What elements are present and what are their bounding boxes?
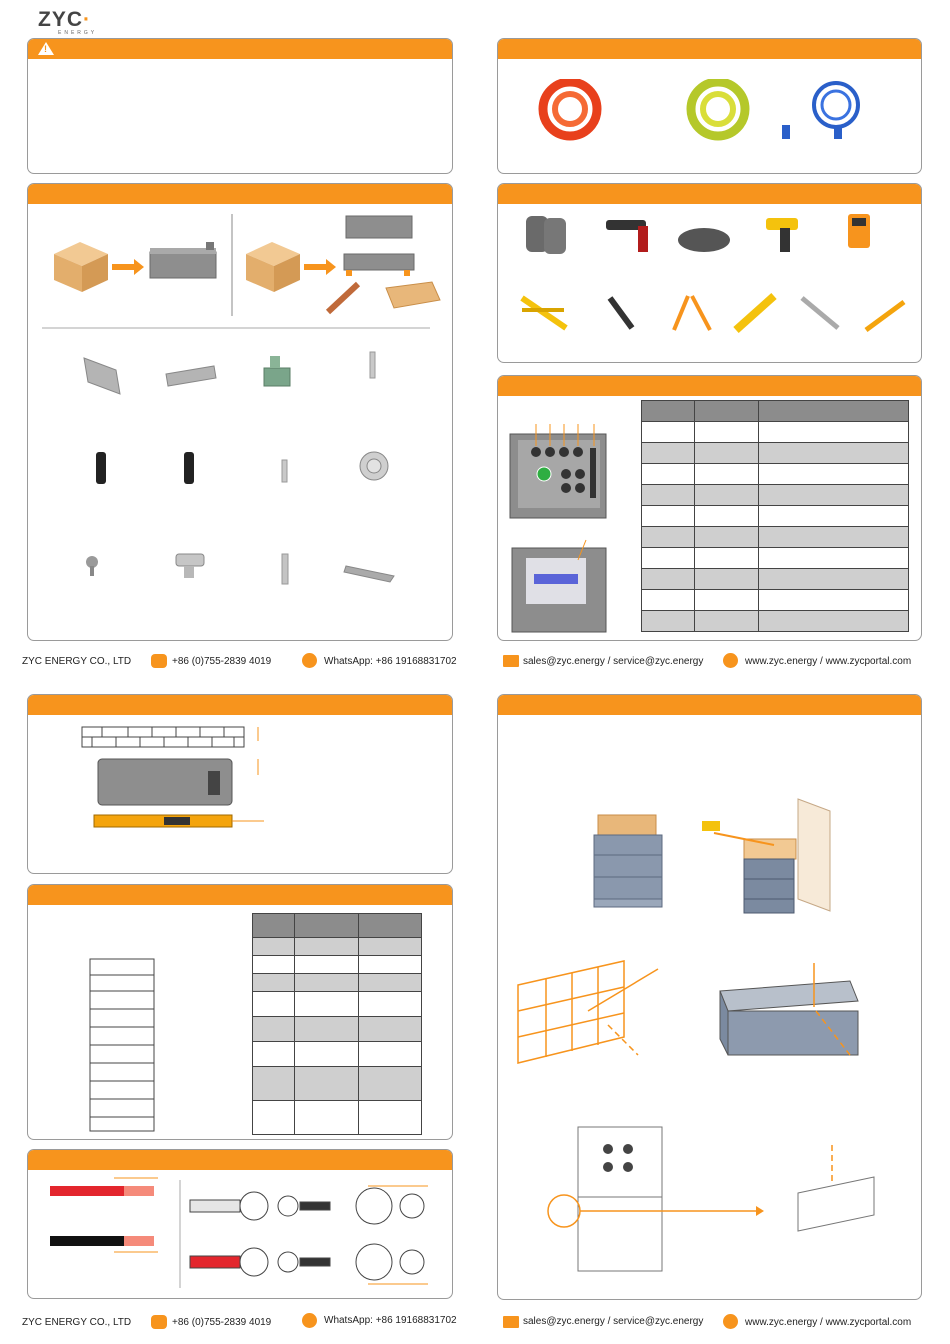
cables-panel [497,38,922,174]
panel-header-bar [498,184,921,204]
safety-warning-panel [27,38,453,174]
brand-logo-sub: ENERGY [58,30,98,36]
cable-connection-illustration [28,1170,453,1299]
electric-screwdriver-icon [606,220,648,252]
connector-assembly-positive-icon [190,1186,428,1224]
panel-header-bar [498,695,921,715]
connector-male-icon [96,452,106,484]
carton-box-icon [246,242,300,292]
panel-header-bar [498,376,921,396]
electric-drill-icon [766,218,798,252]
globe-icon [723,1314,738,1329]
spirit-level-icon [866,302,904,330]
connector-female-icon [184,452,194,484]
headset-icon [302,1313,317,1328]
connector-assembly-negative-icon [190,1244,428,1284]
panel-header-bar [498,39,921,59]
wall-level-panel [27,694,453,874]
pin-terminal-icon [370,352,375,378]
battery-interface-illustration [506,402,626,638]
terminal-block-icon [264,356,290,386]
utility-knife-icon [736,296,774,330]
arrow-icon [304,259,336,275]
footer-email[interactable]: sales@zyc.energy / service@zyc.energy [523,1316,704,1327]
footer-email[interactable]: sales@zyc.energy / service@zyc.energy [523,656,704,667]
wire-cutter-icon [674,296,710,330]
footer-phone[interactable]: +86 (0)755-2839 4019 [172,1317,272,1328]
packing-list-panel [27,183,453,641]
footer-whatsapp[interactable]: WhatsApp: +86 19168831702 [324,1315,457,1326]
torque-wrench-icon [610,298,632,328]
document-envelope-icon [386,282,440,308]
tools-panel [497,183,922,363]
panel-header-bar [28,1150,452,1170]
panel-header-bar [28,39,452,59]
installation-steps-illustration [498,715,922,1300]
unlock-tool-icon [344,566,394,582]
drill-wall-icon [702,799,830,913]
phone-icon [151,654,167,668]
brand-logo: ZYC· [38,8,91,31]
battery-stacking-panel [27,884,453,1140]
battery-interface-panel [497,375,922,641]
wall-grid-anchor-icon [518,961,658,1063]
stacking-spec-table [252,913,422,1135]
footer-phone[interactable]: +86 (0)755-2839 4019 [172,656,272,667]
red-cable-stripped-icon [50,1178,158,1196]
battery-module-icon [150,242,216,278]
crimp-pin-icon [282,460,287,482]
control-panel-icon [510,424,606,518]
wall-level-illustration [28,715,453,874]
mounting-bracket-icon [166,366,216,386]
arrow-icon [112,259,144,275]
warning-triangle-icon [38,42,54,55]
panel-header-bar [28,695,452,715]
envelope-icon [503,1316,519,1328]
globe-icon [723,653,738,668]
battery-wall-fix-icon [548,1127,874,1271]
carton-box-icon [54,242,108,292]
gloves-icon [526,216,566,254]
battery-hole-marking-icon [720,963,858,1055]
cable-gland-icon [360,452,388,480]
installation-steps-panel [497,694,922,1300]
envelope-icon [503,655,519,667]
interface-description-table [641,400,909,632]
packing-list-illustration [28,204,453,641]
multimeter-icon [848,214,870,248]
screw-icon [86,556,98,576]
headset-icon [302,653,317,668]
battery-stack-front-icon [28,905,228,1140]
battery-stack-with-template-icon [594,815,662,907]
footer-company: ZYC ENERGY CO., LTD [22,1317,132,1328]
power-cable-red-coil-icon [543,82,597,136]
footer-web[interactable]: www.zyc.energy / www.zycportal.com [745,1317,912,1328]
battery-side-view-icon [98,759,232,805]
anchor-bolt-icon [282,554,288,584]
cables-illustration [528,79,888,149]
footer-web[interactable]: www.zyc.energy / www.zycportal.com [745,656,912,667]
black-cable-stripped-icon [50,1236,158,1252]
adjustable-wrench-icon [802,298,838,328]
brick-wall-icon [82,727,244,747]
footer-company: ZYC ENERGY CO., LTD [22,656,132,667]
panel-header-bar [28,184,452,204]
expansion-bolt-head-icon [176,554,204,578]
crimping-pliers-icon [522,298,566,328]
network-cable-blue-icon [782,83,858,139]
footer-whatsapp[interactable]: WhatsApp: +86 19168831702 [324,656,457,667]
wall-bracket-icon [84,358,120,394]
cable-connection-panel [27,1149,453,1299]
ground-cable-yellow-green-coil-icon [691,82,745,136]
spirit-level-icon [94,815,264,827]
safety-shoes-icon [678,228,730,252]
battery-top-cover-icon [346,216,412,238]
cable-bundle-icon [328,284,358,312]
inverter-screen-icon [512,540,606,632]
phone-icon [151,1315,167,1329]
battery-base-icon [344,254,414,276]
tools-illustration [498,204,922,363]
panel-header-bar [28,885,452,905]
